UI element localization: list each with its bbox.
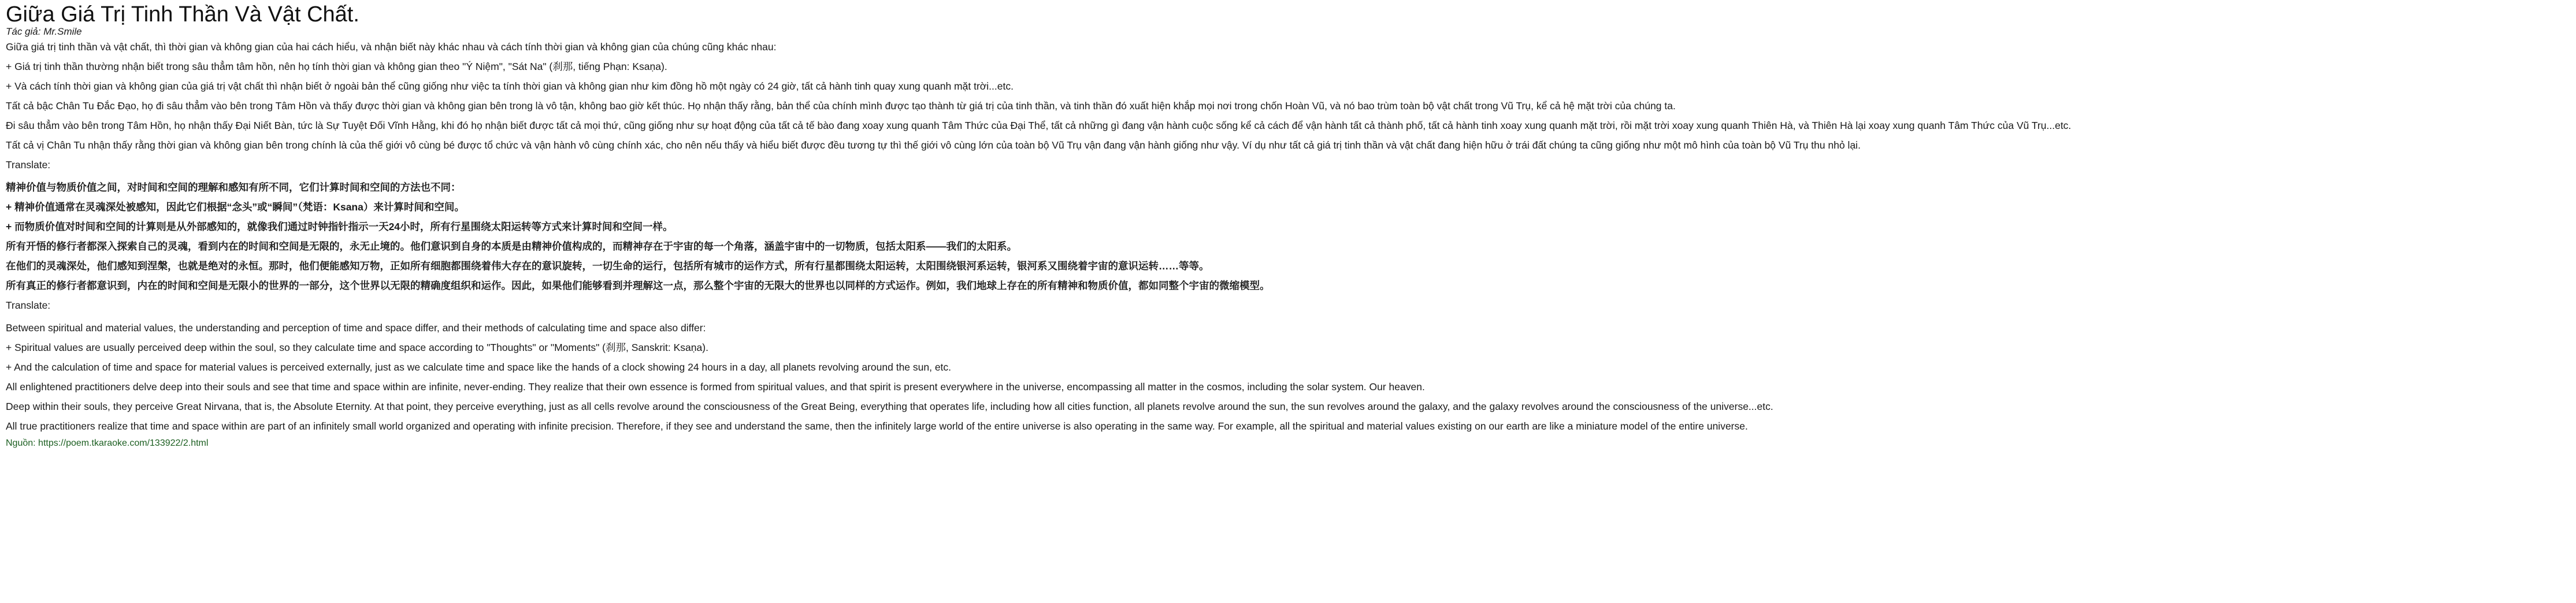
translate-label: Translate: <box>6 159 51 171</box>
zh-paragraph: + 而物质价值对时间和空间的计算则是从外部感知的，就像我们通过时钟指针指示一天24小时，所有行星围绕太阳运转等方式来计算时间和空间一样。 <box>6 221 673 232</box>
chinese-section <box>6 182 2576 291</box>
en-paragraph: All enlightened practitioners delve deep into their souls and see that time and space within are infinite, never-ending. They realize that their own essence is formed from spiritual values, and that spirit is present everywhere in the universe, encompassing all matter in the cosmos, including the solar system. Our heaven. <box>6 381 1425 393</box>
vi-paragraph: Tất cả vị Chân Tu nhận thấy rằng thời gian và không gian bên trong chính là của thế giới vô cùng bé được tổ chức và vận hành vô cùng chính xác, cho nên nếu thấy và hiểu biết được đều tương tự thì thế giới vô cùng lớn của toàn bộ Vũ Trụ vận đang vận hành giống như vậy. Ví dụ như tất cả giá trị tinh thần và vật chất đang hiện hữu ở trái đất chúng ta cũng giống như một mô hình của toàn bộ Vũ Trụ thu nhỏ lại. <box>6 139 1861 151</box>
zh-paragraph: 所有开悟的修行者都深入探索自己的灵魂，看到内在的时间和空间是无限的，永无止境的。他们意识到自身的本质是由精神价值构成的，而精神存在于宇宙的每一个角落，涵盖宇宙中的一切物质，包括太阳系——我们的太阳系。 <box>6 241 1017 252</box>
en-paragraph: Between spiritual and material values, the understanding and perception of time and space differ, and their methods of calculating time and space also differ: <box>6 322 706 334</box>
vi-paragraph: + Và cách tính thời gian và không gian của giá trị vật chất thì nhận biết ở ngoài bản thể cũng giống như việc ta tính thời gian và không gian như kim đồng hồ một ngày có 24 giờ, tất cả hành tinh quay xung quanh mặt trời...etc. <box>6 80 1014 92</box>
vietnamese-section <box>6 42 2576 151</box>
english-section <box>6 323 2576 432</box>
zh-paragraph: + 精神价值通常在灵魂深处被感知，因此它们根据“念头”或“瞬间”（梵语：Ksana）来计算时间和空间。 <box>6 201 465 213</box>
en-paragraph: Deep within their souls, they perceive Great Nirvana, that is, the Absolute Eternity. At that point, they perceive everything, just as all cells revolve around the consciousness of the Great Being, everything that operates life, including how all cities function, all planets revolve around the sun, the sun revolves around the galaxy, and the galaxy revolves around the consciousness of the universe...etc. <box>6 401 1773 412</box>
vi-paragraph: + Giá trị tinh thần thường nhận biết trong sâu thẳm tâm hồn, nên họ tính thời gian và không gian theo "Ý Niệm", "Sát Na" (刹那, tiếng Phạn: Ksaṇa). <box>6 61 667 72</box>
article-title: Giữa Giá Trị Tinh Thần Và Vật Chất. <box>6 2 359 27</box>
author-line: Tác giả: Mr.Smile <box>6 26 82 37</box>
vi-paragraph: Đi sâu thẳm vào bên trong Tâm Hồn, họ nhận thấy Đại Niết Bàn, tức là Sự Tuyệt Đối Vĩnh Hằng, khi đó họ nhận biết được tất cả mọi thứ, cũng giống như sự hoạt động của tất cả tế bào đang xoay xung quanh Tâm Thức của Đại Thể, tất cả những gì đang vận hành cuộc sống kể cả cách để vận hành tất cả thành phố, tất cả hành tinh xoay xung quanh mặt trời, rồi mặt trời xoay xung quanh Thiên Hà, và Thiên Hà lại xoay xung quanh Tâm Thức của Vũ Trụ...etc. <box>6 120 2072 131</box>
source-link[interactable]: Nguồn: https://poem.tkaraoke.com/133922/2.html <box>6 438 209 448</box>
zh-paragraph: 所有真正的修行者都意识到，内在的时间和空间是无限小的世界的一部分，这个世界以无限的精确度组织和运作。因此，如果他们能够看到并理解这一点，那么整个宇宙的无限大的世界也以同样的方式运作。例如，我们地球上存在的所有精神和物质价值，都如同整个宇宙的微缩模型。 <box>6 280 1270 291</box>
translate-label: Translate: <box>6 299 51 311</box>
en-paragraph: All true practitioners realize that time and space within are part of an infinitely small world organized and operating with infinite precision. Therefore, if they see and understand the same, then the infinitely large world of the entire universe is also operating in the same way. For example, all the spiritual and material values existing on our earth are like a miniature model of the entire universe. <box>6 420 1748 432</box>
zh-paragraph: 在他们的灵魂深处，他们感知到涅槃，也就是绝对的永恒。那时，他们便能感知万物，正如所有细胞都围绕着伟大存在的意识旋转，一切生命的运行，包括所有城市的运作方式，所有行星都围绕太阳运转，太阳围绕银河系运转，银河系又围绕着宇宙的意识运转……等等。 <box>6 260 1209 272</box>
zh-paragraph: 精神价值与物质价值之间，对时间和空间的理解和感知有所不同，它们计算时间和空间的方法也不同： <box>6 182 461 193</box>
vi-paragraph: Giữa giá trị tinh thần và vật chất, thì thời gian và không gian của hai cách hiểu, và nhận biết này khác nhau và cách tính thời gian và không gian của chúng cũng khác nhau: <box>6 41 777 53</box>
en-paragraph: + Spiritual values are usually perceived deep within the soul, so they calculate time and space according to "Thoughts" or "Moments" (刹那, Sanskrit: Ksaṇa). <box>6 342 708 353</box>
vi-paragraph: Tất cả bậc Chân Tu Đắc Đạo, họ đi sâu thẳm vào bên trong Tâm Hồn và thấy được thời gian và không gian bên trong là vô tận, không bao giờ kết thúc. Họ nhận thấy rằng, bản thể của chính mình được tạo thành từ giá trị của tinh thần, và tinh thần đó xuất hiện khắp mọi nơi trong chốn Hoàn Vũ, và nó bao trùm toàn bộ vật chất trong Vũ Trụ, kể cả hệ mặt trời của chúng ta. <box>6 100 1676 112</box>
en-paragraph: + And the calculation of time and space for material values is perceived externally, just as we calculate time and space like the hands of a clock showing 24 hours in a day, all planets revolving around the sun, etc. <box>6 361 952 373</box>
